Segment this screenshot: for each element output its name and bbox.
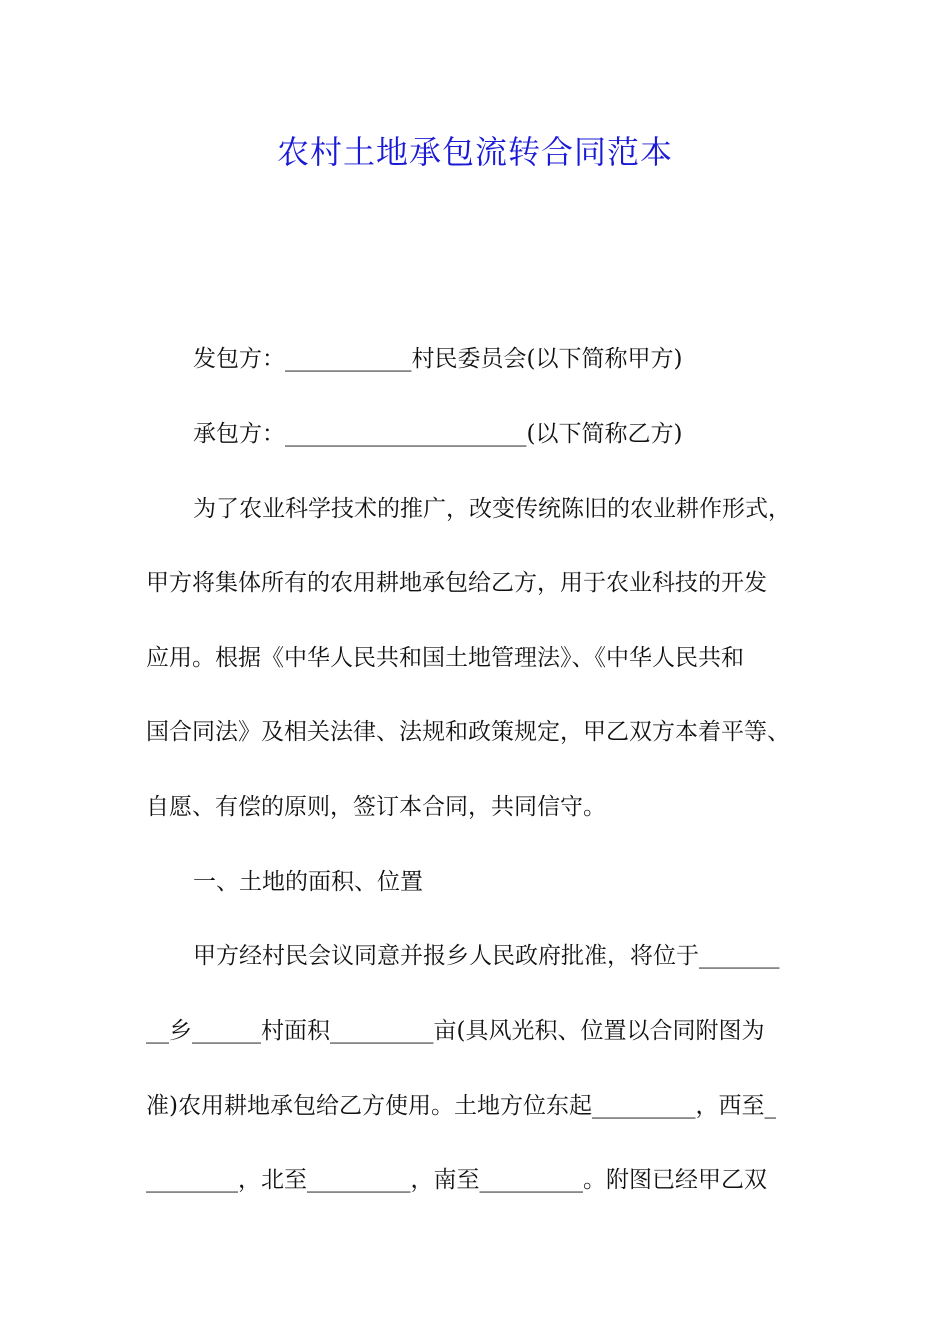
section-heading: 一、土地的面积、位置 <box>193 869 423 895</box>
document-title: 农村土地承包流转合同范本 <box>276 133 673 171</box>
paragraph-line: ________，北至_________，南至_________。附图已经甲乙双 <box>146 1167 767 1193</box>
party-a-line: 发包方：___________村民委员会(以下简称甲方) <box>193 346 683 372</box>
paragraph-line: 国合同法》及相关法律、法规和政策规定，甲乙双方本着平等、 <box>146 719 790 745</box>
paragraph-line: 为了农业科学技术的推广，改变传统陈旧的农业耕作形式， <box>193 496 791 522</box>
party-b-line: 承包方：_____________________(以下简称乙方) <box>193 421 683 447</box>
paragraph-line: 甲方经村民会议同意并报乡人民政府批准，将位于_______ <box>193 943 780 969</box>
paragraph-line: 应用。根据《中华人民共和国土地管理法》、《中华人民共和 <box>146 645 744 671</box>
paragraph-line: __乡______村面积_________亩(具风光积、位置以合同附图为 <box>146 1018 765 1044</box>
paragraph-line: 甲方将集体所有的农用耕地承包给乙方，用于农业科技的开发 <box>146 570 767 596</box>
paragraph-line: 准)农用耕地承包给乙方使用。土地方位东起_________，西至_ <box>146 1093 776 1119</box>
paragraph-line: 自愿、有偿的原则，签订本合同，共同信守。 <box>146 794 606 820</box>
